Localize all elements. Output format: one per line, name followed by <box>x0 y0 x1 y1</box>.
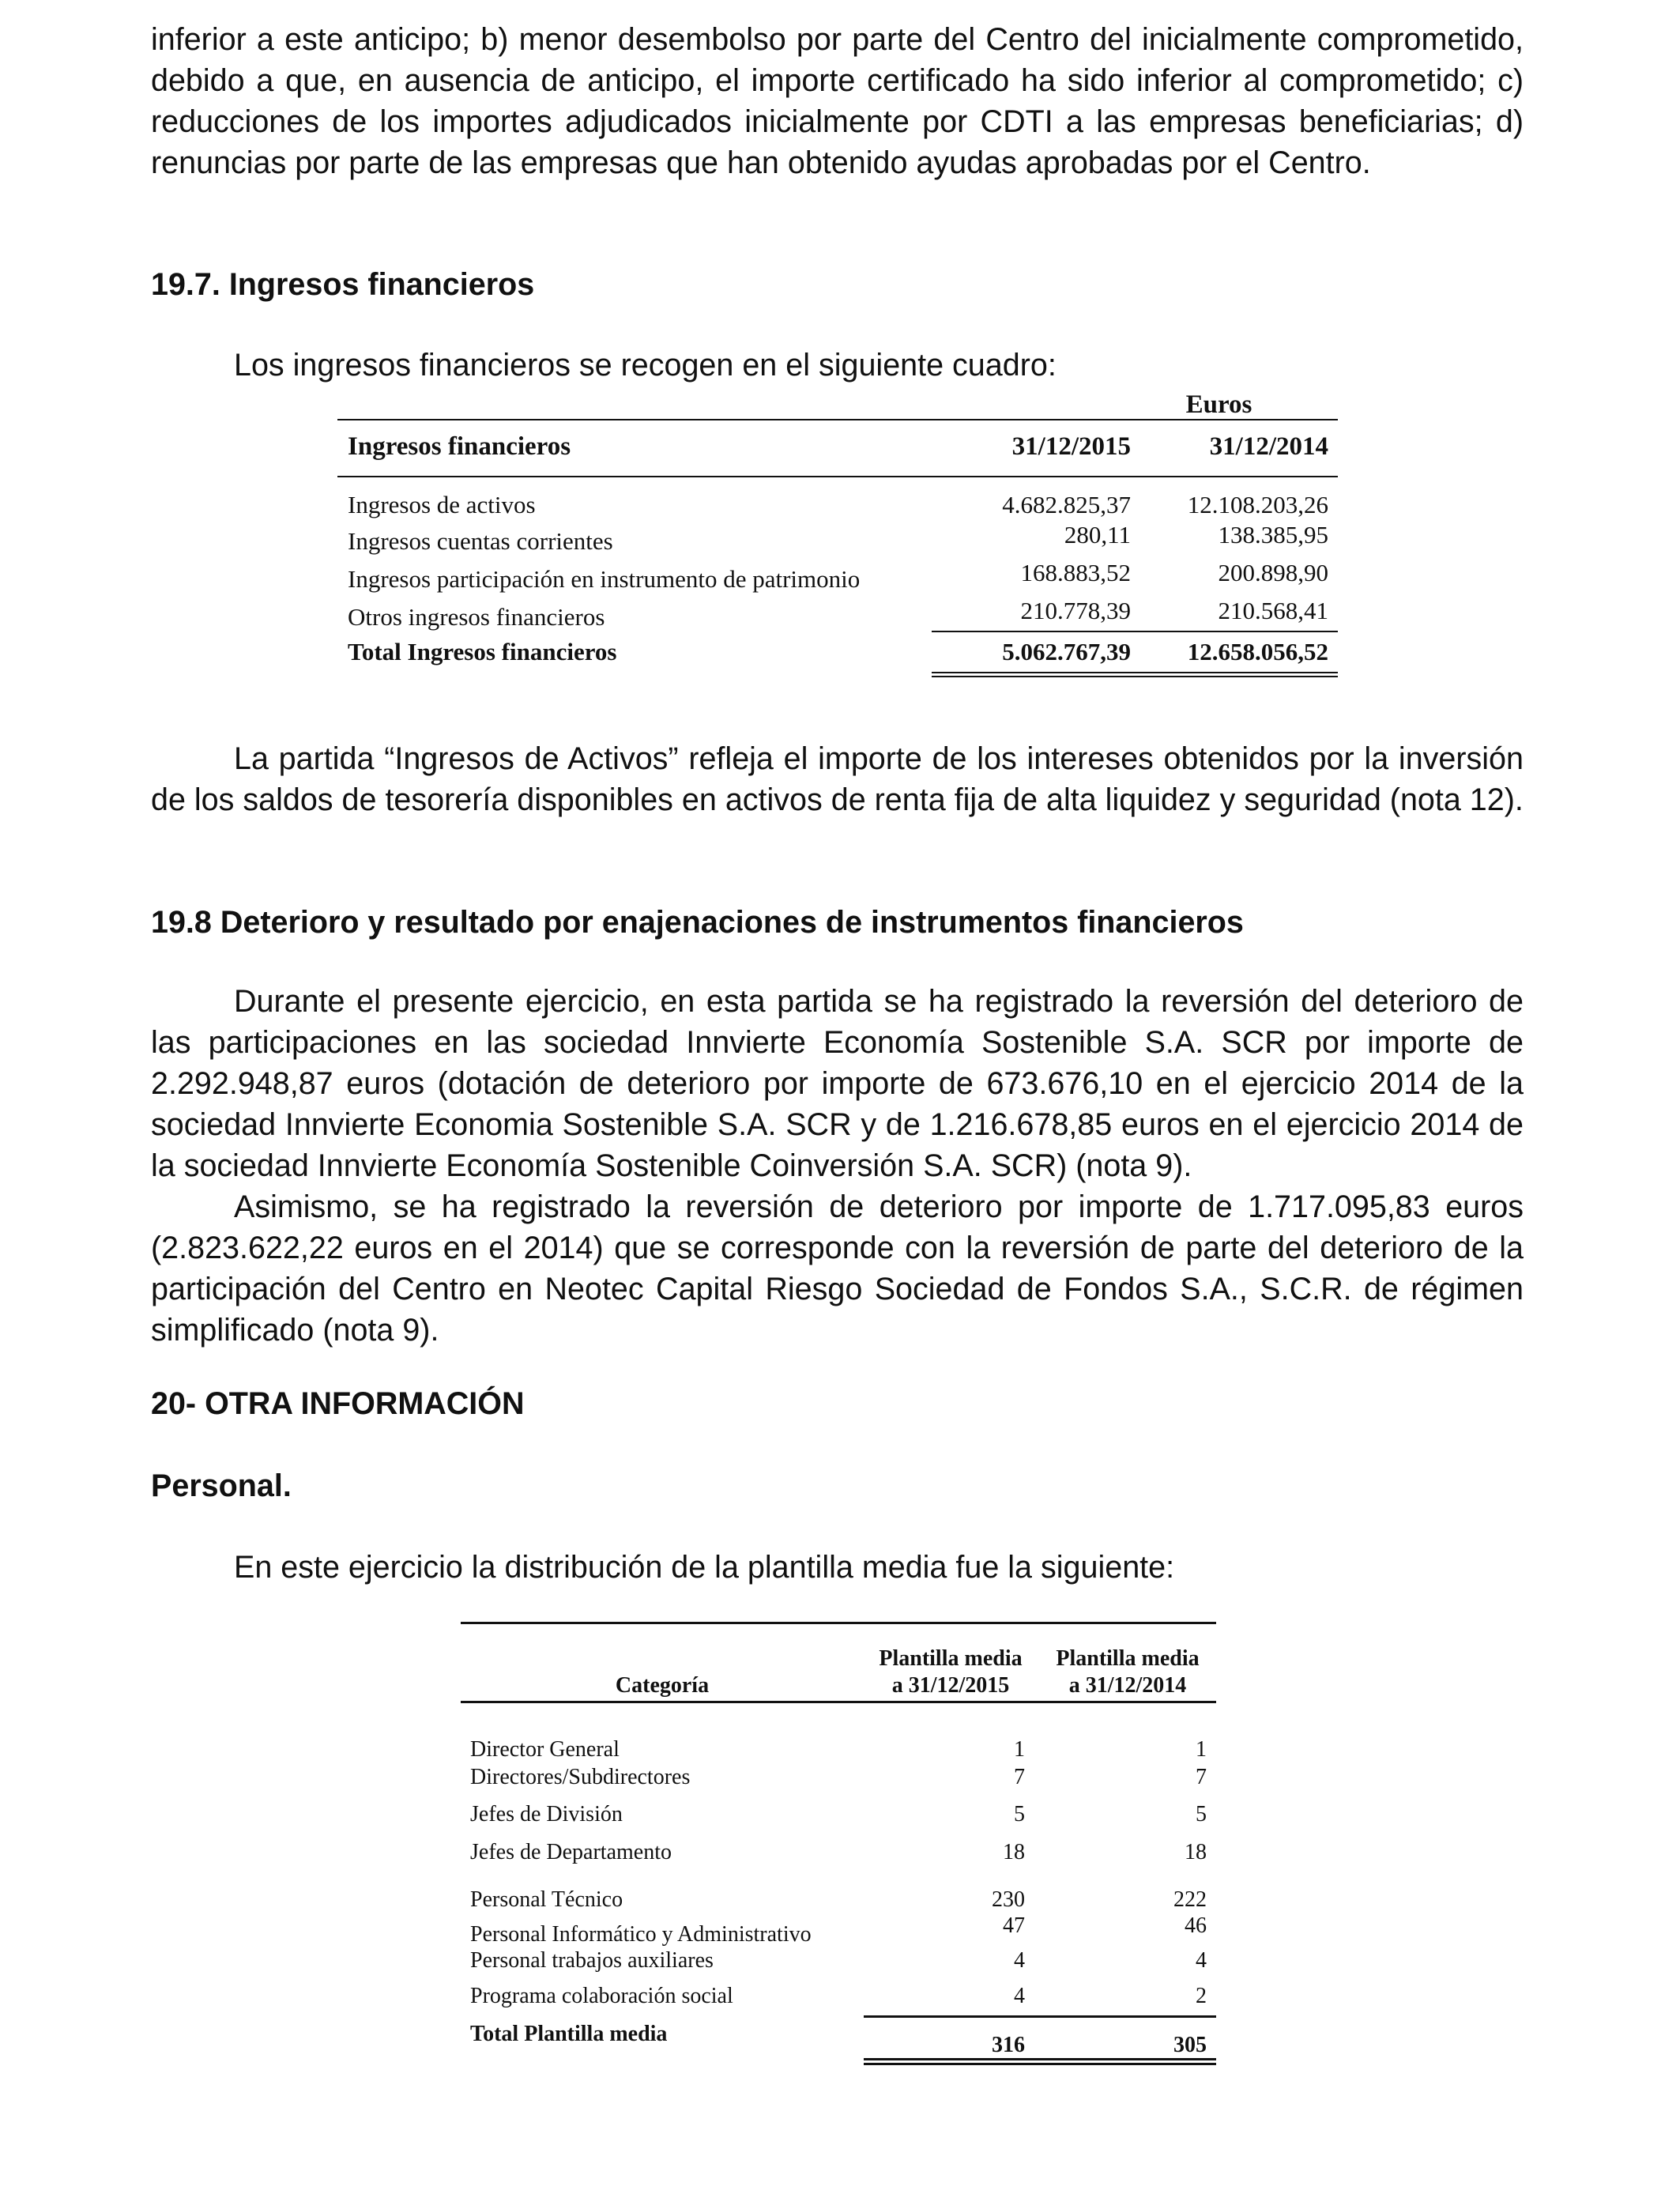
heading-ingresos-financieros: 19.7. Ingresos financieros <box>151 267 535 302</box>
row-value-2015: 47 <box>1003 1913 1025 1938</box>
table-row <box>461 1838 1216 1867</box>
row-value-2015: 280,11 <box>1064 521 1131 548</box>
column-header-2015 <box>860 1646 1042 1699</box>
heading-otra-informacion: 20- OTRA INFORMACIÓN <box>151 1386 525 1421</box>
row-value-2015: 4.682.825,37 <box>1002 491 1131 518</box>
row-value-2014: 5 <box>1196 1802 1207 1826</box>
total-value-2014: 305 <box>1173 2033 1207 2057</box>
row-value-2014: 18 <box>1185 1840 1207 1864</box>
row-label: Ingresos participación en instrumento de patrimonio <box>348 565 861 593</box>
total-value-2015: 5.062.767,39 <box>1002 638 1131 665</box>
row-label: Jefes de División <box>470 1802 623 1826</box>
row-value-2015: 4 <box>1014 1948 1025 1973</box>
heading-personal: Personal. <box>151 1468 292 1503</box>
paragraph-anticipo: inferior a este anticipo; b) menor desembolso por parte del Centro del inicialmente comprometido, debido a que, en ausencia de anticipo, el importe certificado ha sido inferior al comprometido; c) reducciones de los importes adjudicados inicialmente por CDTI a las empresas beneficiarias; d) renuncias por parte de las empresas que han obtenido ayudas aprobadas por el Centro. <box>151 22 1524 180</box>
row-value-2014: 4 <box>1196 1948 1207 1973</box>
table-row <box>461 1763 1216 1792</box>
table-row <box>337 487 1338 523</box>
paragraph-ingresos-activos: La partida “Ingresos de Activos” refleja el importe de los intereses obtenidos por la inversión de los saldos de tesorería disponibles en activos de renta fija de alta liquidez y seguridad (nota 12). <box>151 741 1524 817</box>
row-value-2015: 7 <box>1014 1765 1025 1789</box>
row-label: Otros ingresos financieros <box>348 603 605 631</box>
row-label: Directores/Subdirectores <box>470 1765 691 1789</box>
table-row <box>461 1913 1216 1949</box>
heading-deterioro: 19.8 Deterioro y resultado por enajenaciones de instrumentos financieros <box>151 905 1244 940</box>
table-row <box>461 1800 1216 1829</box>
table-units-label: Euros <box>1185 390 1252 419</box>
subtotal-rule <box>864 2015 1216 2018</box>
total-label: Total Ingresos financieros <box>348 638 617 665</box>
row-label: Jefes de Departamento <box>470 1840 672 1864</box>
row-value-2015: 18 <box>1003 1840 1025 1864</box>
total-label: Total Plantilla media <box>470 2022 668 2046</box>
row-value-2014: 138.385,95 <box>1218 521 1328 548</box>
row-value-2014: 12.108.203,26 <box>1187 491 1328 518</box>
row-value-2015: 1 <box>1014 1737 1025 1762</box>
column-header-2014 <box>1037 1646 1219 1699</box>
row-label: Ingresos de activos <box>348 491 536 518</box>
table-top-rule <box>337 419 1338 420</box>
column-header-2014: 31/12/2014 <box>1209 432 1328 461</box>
row-label: Ingresos cuentas corrientes <box>348 527 613 555</box>
total-value-2015: 316 <box>992 2033 1025 2057</box>
total-double-rule-bottom <box>864 2063 1216 2065</box>
row-value-2014: 2 <box>1196 1984 1207 2008</box>
row-label: Programa colaboración social <box>470 1984 733 2008</box>
row-label: Personal Informático y Administrativo <box>470 1922 812 1947</box>
paragraph-reversion-deterioro: Durante el presente ejercicio, en esta partida se ha registrado la reversión del deterioro de las participaciones en las sociedad Innvierte Economía Sostenible S.A. SCR por importe de 2.292.948,87 euros (dotación de deterioro por importe de 673.676,10 en el ejercicio 2014 de la sociedad Innvierte Economia Sostenible S.A. SCR y de 1.216.678,85 euros en el ejercicio 2014 de la sociedad Innvierte Economía Sostenible Coinversión S.A. SCR) (nota 9). <box>151 984 1524 1183</box>
table-total-row <box>337 634 1338 670</box>
column-header-2014-line1: Plantilla media <box>1056 1646 1200 1671</box>
column-header-2015: 31/12/2015 <box>1011 432 1131 461</box>
column-header-categoria: Categoría <box>615 1673 710 1698</box>
total-double-rule-top <box>932 672 1338 673</box>
column-header-concepto: Ingresos financieros <box>348 432 571 461</box>
total-double-rule-bottom <box>932 676 1338 677</box>
total-value-2014: 12.658.056,52 <box>1187 638 1328 665</box>
row-value-2014: 1 <box>1196 1737 1207 1762</box>
total-double-rule-top <box>864 2058 1216 2060</box>
header-bottom-rule <box>461 1701 1216 1703</box>
subtotal-rule <box>932 631 1338 632</box>
table-row <box>337 561 1338 598</box>
row-value-2015: 230 <box>992 1887 1025 1912</box>
row-value-2015: 210.778,39 <box>1020 597 1131 624</box>
column-header-2015-line1: Plantilla media <box>879 1646 1023 1671</box>
table-row <box>461 1886 1216 1914</box>
row-value-2014: 210.568,41 <box>1218 597 1328 624</box>
row-value-2015: 168.883,52 <box>1020 559 1131 586</box>
column-header-2014-line2: a 31/12/2014 <box>1068 1673 1187 1698</box>
row-label: Personal Técnico <box>470 1887 623 1912</box>
table-row <box>461 1947 1216 1975</box>
row-value-2015: 4 <box>1014 1984 1025 2008</box>
paragraph-asimismo: Asimismo, se ha registrado la reversión de deterioro por importe de 1.717.095,83 euros (2.823.622,22 euros en el 2014) que se corresponde con la reversión de parte del deterioro de la participación del Centro en Neotec Capital Riesgo Sociedad de Fondos S.A., S.C.R. de régimen simplificado (nota 9). <box>151 1189 1524 1348</box>
table-top-rule <box>461 1622 1216 1624</box>
table-row <box>461 1982 1216 2011</box>
row-value-2014: 46 <box>1185 1913 1207 1938</box>
table-row <box>461 1736 1216 1764</box>
row-value-2014: 200.898,90 <box>1218 559 1328 586</box>
row-label: Director General <box>470 1737 620 1762</box>
row-value-2014: 7 <box>1196 1765 1207 1789</box>
row-label: Personal trabajos auxiliares <box>470 1948 714 1973</box>
paragraph-intro-plantilla: En este ejercicio la distribución de la plantilla media fue la siguiente: <box>234 1550 1175 1585</box>
header-bottom-rule <box>337 476 1338 477</box>
row-value-2014: 222 <box>1173 1887 1207 1912</box>
table-total-row <box>461 2020 1216 2057</box>
column-header-2015-line2: a 31/12/2015 <box>891 1673 1010 1698</box>
paragraph-intro-ingresos: Los ingresos financieros se recogen en el siguiente cuadro: <box>234 348 1057 383</box>
table-row <box>337 523 1338 560</box>
row-value-2015: 5 <box>1014 1802 1025 1826</box>
